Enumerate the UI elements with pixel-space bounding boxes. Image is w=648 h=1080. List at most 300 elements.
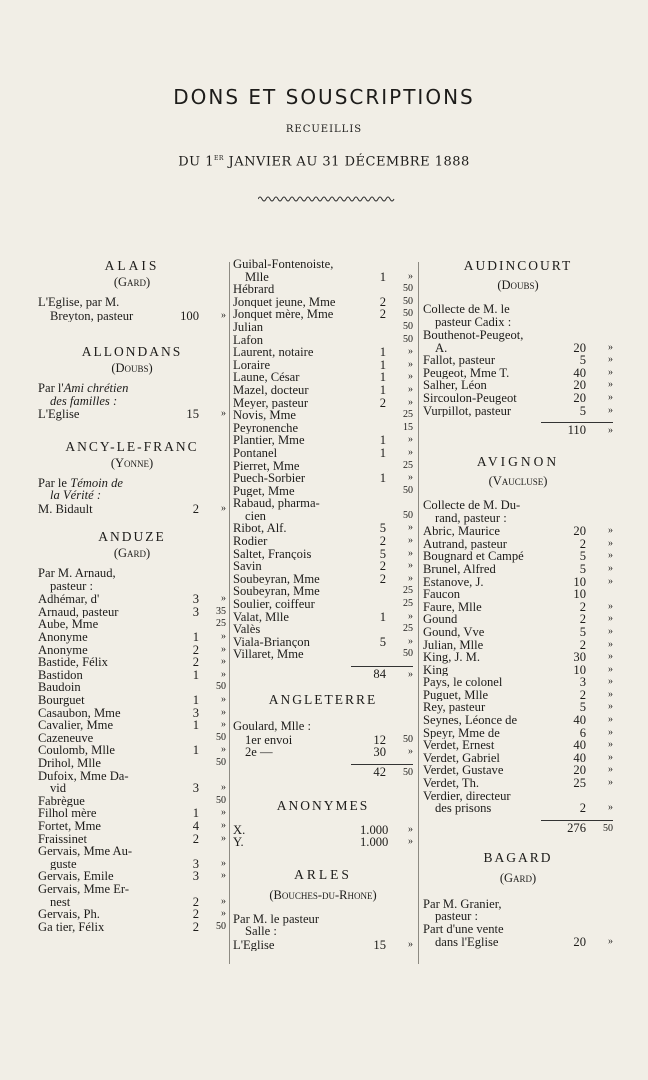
list-item xyxy=(233,585,413,598)
contributor-name: Meyer, pasteur xyxy=(233,396,309,410)
section-avignon xyxy=(423,454,613,836)
amount-francs: 5 xyxy=(579,624,586,639)
list-item xyxy=(38,870,226,883)
list-item xyxy=(233,522,413,535)
contributor-name: Abric, Maurice xyxy=(423,525,500,538)
contributor-name: Novis, Mme xyxy=(233,409,296,422)
amount-francs: 5 xyxy=(579,353,586,368)
amount-centimes: 50 xyxy=(403,648,413,660)
contributor-name: Valat, Mlle xyxy=(233,610,289,624)
list-item xyxy=(423,777,613,790)
contributor-name: Peugeot, Mme T. xyxy=(423,366,510,380)
amount-centimes: » xyxy=(608,379,613,391)
amount-centimes: » xyxy=(608,701,613,713)
amount-centimes: » xyxy=(408,635,413,647)
list-item xyxy=(233,548,413,561)
list-item xyxy=(38,757,226,770)
amount-francs: 3 xyxy=(192,869,199,884)
list-item xyxy=(233,434,413,447)
list-item: M. Bidault 2 » xyxy=(38,501,226,516)
contributor-name: Estanove, J. xyxy=(423,575,484,589)
list-item xyxy=(233,510,413,523)
contributor-name: Mazel, docteur xyxy=(233,383,309,397)
section-title: ANDUZE xyxy=(98,529,166,545)
contributor-name: Viala-Briançon xyxy=(233,635,310,649)
section-region: (Gard) xyxy=(113,275,151,289)
contributor-name: Mlle xyxy=(245,270,269,284)
amount-francs xyxy=(360,598,386,611)
section-ancy-le-franc xyxy=(38,439,226,516)
amount-centimes: » xyxy=(221,593,226,605)
amount-centimes xyxy=(586,790,613,803)
contributor-name: Puget, Mme xyxy=(233,484,295,498)
contributor-name: Gervais, Emile xyxy=(38,870,114,883)
list-item xyxy=(38,833,226,846)
amount-francs: 2 xyxy=(579,599,586,614)
amount-francs: 25 xyxy=(573,776,586,791)
list-item xyxy=(233,308,413,321)
list-item xyxy=(233,836,413,849)
amount-francs: 5 xyxy=(579,403,586,418)
contributor-name: Loraire xyxy=(233,358,271,372)
list-item xyxy=(233,384,413,397)
section-title: ANGLETERRE xyxy=(268,692,378,707)
list-item xyxy=(233,397,413,410)
amount-centimes: » xyxy=(221,807,226,819)
amount-francs: 30 xyxy=(573,650,586,665)
amount-centimes: » xyxy=(408,270,413,282)
amount-francs xyxy=(360,409,386,422)
contributor-name: Casaubon, Mme xyxy=(38,706,121,720)
column-middle xyxy=(233,258,413,951)
amount-centimes: » xyxy=(221,668,226,680)
amount-centimes: » xyxy=(408,572,413,584)
amount-centimes: » xyxy=(221,643,226,655)
section-audincourt xyxy=(423,258,613,438)
amount-francs: 3 xyxy=(192,856,199,871)
list-item xyxy=(233,611,413,624)
amount-centimes: 50 xyxy=(403,308,413,320)
section-intro: L'Eglise, par M. xyxy=(38,295,120,309)
amount-francs: 2 xyxy=(579,612,586,627)
amount-francs: 1 xyxy=(379,433,386,448)
contributor-name: King xyxy=(423,663,449,677)
contributor-name: Bastidon xyxy=(38,668,83,682)
amount-francs: 1 xyxy=(192,718,199,733)
amount-centimes: 50 xyxy=(403,333,413,345)
list-item xyxy=(233,359,413,372)
contributor-name: Verdier, directeur xyxy=(423,789,511,803)
amount-centimes: » xyxy=(408,560,413,572)
list-item xyxy=(233,346,413,359)
amount-centimes: 25 xyxy=(403,409,413,421)
section-allondans xyxy=(38,344,226,421)
contributor-name: Anonyme xyxy=(38,631,88,644)
contributor-name: Coulomb, Mlle xyxy=(38,744,115,757)
amount-francs xyxy=(360,321,386,334)
contributor-name: Laune, César xyxy=(233,371,300,384)
amount-centimes: » xyxy=(608,688,613,700)
contributor-name: Baudoin xyxy=(38,681,81,695)
amount-centimes: » xyxy=(221,656,226,668)
list-item xyxy=(38,782,226,795)
list-item xyxy=(423,651,613,664)
amount-francs: 3 xyxy=(192,604,199,619)
amount-centimes: » xyxy=(408,836,413,848)
amount-francs: 5 xyxy=(379,521,386,536)
contributor-name: Verdet, Gustave xyxy=(423,764,504,778)
amount-centimes: » xyxy=(608,739,613,751)
list-item: dans l'Eglise 20 » xyxy=(435,935,613,950)
contributor-list xyxy=(233,824,413,849)
contributor-name: Guibal-Fontenoiste, xyxy=(233,258,334,271)
amount-centimes xyxy=(386,258,413,271)
column-divider xyxy=(418,262,419,964)
amount-francs: 2 xyxy=(379,559,386,574)
amount-centimes: » xyxy=(608,525,613,537)
section-region: (Doubs) xyxy=(111,361,153,376)
amount-centimes: » xyxy=(608,714,613,726)
amount-francs: 40 xyxy=(573,365,586,380)
amount-francs: 5 xyxy=(379,634,386,649)
amount-francs: 1 xyxy=(192,630,199,645)
section-intro: Collecte de M. le pasteur Cadix : xyxy=(423,302,512,329)
contributor-name: Puech-Sorbier xyxy=(233,472,306,485)
amount-centimes: » xyxy=(408,547,413,559)
date-range: DU 1er JANVIER AU 31 DÉCEMBRE 1888 xyxy=(178,153,470,170)
section-region: (Vaucluse) xyxy=(488,474,548,489)
list-item xyxy=(233,472,413,485)
amount-centimes: » xyxy=(408,522,413,534)
amount-francs: 1 xyxy=(379,382,386,397)
amount-centimes: » xyxy=(221,631,226,643)
amount-francs xyxy=(360,497,386,510)
section-title: AVIGNON xyxy=(476,454,560,470)
section-intro: Par M. le pasteur Salle : xyxy=(233,911,320,939)
section-angleterre xyxy=(233,692,413,780)
contributor-name: guste xyxy=(50,857,77,871)
amount-francs: 2 xyxy=(192,919,199,934)
amount-francs: 20 xyxy=(573,378,586,393)
amount-francs xyxy=(173,845,199,858)
amount-centimes: » xyxy=(608,366,613,378)
amount-centimes: » xyxy=(608,550,613,562)
contributor-name: Verdet, Th. xyxy=(423,777,480,790)
amount-centimes: » xyxy=(408,610,413,622)
amount-francs: 12 xyxy=(373,732,386,747)
list-item xyxy=(233,623,413,636)
amount-francs: 6 xyxy=(579,725,586,740)
amount-centimes: » xyxy=(408,823,413,835)
amount-centimes: » xyxy=(221,895,226,907)
amount-francs: 40 xyxy=(573,750,586,765)
contributor-name: Saltet, François xyxy=(233,547,312,561)
list-item xyxy=(38,845,226,858)
amount-francs: 1.000 xyxy=(360,835,389,850)
amount-francs: 2 xyxy=(579,637,586,652)
list-item xyxy=(423,329,613,342)
amount-francs: 1 xyxy=(192,806,199,821)
amount-francs xyxy=(360,485,386,498)
list-item xyxy=(233,746,413,759)
amount-francs: 10 xyxy=(573,662,586,677)
contributor-name: Anonyme xyxy=(38,643,88,657)
contributor-name: X. xyxy=(233,823,246,837)
contributor-name: Bougnard et Campé xyxy=(423,550,524,563)
contributor-name: Hébrard xyxy=(233,283,275,296)
contributor-list xyxy=(233,734,413,759)
amount-centimes: 50 xyxy=(403,295,413,307)
contributor-name: Y. xyxy=(233,836,244,849)
section-anduze xyxy=(38,529,226,933)
amount-francs: 2 xyxy=(579,536,586,551)
contributor-name: Ribot, Alf. xyxy=(233,522,287,536)
section-title: ALAIS xyxy=(104,258,160,273)
amount-centimes xyxy=(199,770,226,783)
amount-francs: 3 xyxy=(192,592,199,607)
amount-centimes: » xyxy=(408,472,413,484)
amount-centimes: » xyxy=(608,391,613,403)
amount-centimes: » xyxy=(608,354,613,366)
contributor-name: Bastide, Félix xyxy=(38,656,108,669)
amount-francs xyxy=(360,648,386,661)
contributor-name: Gervais, Mme Au- xyxy=(38,845,133,858)
list-item xyxy=(38,921,226,934)
column-left xyxy=(38,258,226,933)
amount-francs: 20 xyxy=(573,524,586,539)
list-item xyxy=(38,593,226,606)
contributor-name: 1er envoi xyxy=(245,733,293,747)
list-item xyxy=(423,563,613,576)
section-arles xyxy=(233,867,413,952)
amount-centimes: 25 xyxy=(403,623,413,635)
amount-centimes: 25 xyxy=(403,585,413,597)
section-region: (Gard) xyxy=(113,546,151,561)
amount-centimes xyxy=(586,588,613,601)
amount-francs xyxy=(360,585,386,598)
contributor-name: Filhol mère xyxy=(38,807,97,820)
contributor-list xyxy=(38,593,226,933)
amount-francs: 20 xyxy=(573,763,586,778)
contributor-name: Jonquet mère, Mme xyxy=(233,308,334,321)
contributor-name: Vurpillot, pasteur xyxy=(423,404,512,418)
contributor-name: Gound, Vve xyxy=(423,625,485,639)
amount-centimes: » xyxy=(608,625,613,637)
amount-centimes: » xyxy=(221,694,226,706)
amount-centimes: » xyxy=(608,638,613,650)
section-total: 84 » xyxy=(373,667,413,681)
amount-centimes: » xyxy=(221,870,226,882)
list-item xyxy=(38,631,226,644)
list-item xyxy=(233,271,413,284)
amount-centimes: » xyxy=(608,777,613,789)
amount-centimes: » xyxy=(221,706,226,718)
amount-francs: 5 xyxy=(579,700,586,715)
list-item xyxy=(233,734,413,747)
contributor-name: Gervais, Ph. xyxy=(38,908,100,921)
contributor-name: A. xyxy=(435,341,448,355)
list-item xyxy=(233,535,413,548)
contributor-name: King, J. M. xyxy=(423,651,481,664)
list-item: L'Eglise 15 » xyxy=(233,937,413,952)
contributor-name: 2e — xyxy=(245,746,273,759)
contributor-name: Villaret, Mme xyxy=(233,648,304,661)
list-item xyxy=(423,525,613,538)
column-divider xyxy=(229,262,230,964)
section-intro: Par le Témoin de la Vérité : xyxy=(38,475,124,503)
contributor-name: Bourguet xyxy=(38,694,85,707)
amount-centimes: » xyxy=(608,676,613,688)
amount-francs: 2 xyxy=(192,642,199,657)
contributor-name: Julian xyxy=(233,320,264,334)
amount-centimes: 15 xyxy=(403,421,413,433)
list-item xyxy=(233,283,413,296)
list-item: Breyton, pasteur 100 » xyxy=(50,308,226,323)
amount-francs: 3 xyxy=(192,705,199,720)
amount-centimes xyxy=(386,497,413,510)
contributor-name: Laurent, notaire xyxy=(233,346,314,359)
section-region: (Doubs) xyxy=(497,278,539,292)
section-bagard xyxy=(423,850,613,949)
contributor-name: Lafon xyxy=(233,333,264,347)
list-item xyxy=(38,908,226,921)
contributor-name: Pierret, Mme xyxy=(233,459,300,473)
contributor-name: Adhémar, d' xyxy=(38,593,100,606)
ornament-divider xyxy=(258,195,396,203)
section-region: (Yonne) xyxy=(110,455,154,470)
amount-centimes: 50 xyxy=(403,283,413,295)
amount-francs: 2 xyxy=(192,831,199,846)
amount-centimes: » xyxy=(608,600,613,612)
amount-francs: 2 xyxy=(379,307,386,322)
amount-francs: 2 xyxy=(379,534,386,549)
list-item xyxy=(423,392,613,405)
amount-francs: 1 xyxy=(192,667,199,682)
amount-francs: 10 xyxy=(573,574,586,589)
section-region: (Gard) xyxy=(499,870,537,885)
page-title: DONS ET SOUSCRIPTIONS xyxy=(173,85,475,109)
contributor-name: Ga tier, Félix xyxy=(38,920,105,934)
amount-centimes: » xyxy=(408,396,413,408)
amount-centimes: » xyxy=(408,446,413,458)
list-item xyxy=(423,354,613,367)
amount-francs: 40 xyxy=(573,738,586,753)
contributor-list xyxy=(423,329,613,417)
contributor-name: Valès xyxy=(233,623,261,636)
list-item xyxy=(38,606,226,619)
contributor-name: Fallot, pasteur xyxy=(423,354,496,367)
amount-centimes: 50 xyxy=(216,681,226,693)
amount-francs: 5 xyxy=(379,546,386,561)
amount-centimes: 25 xyxy=(403,598,413,610)
section-intro: Goulard, Mlle : xyxy=(233,719,311,733)
amount-centimes: » xyxy=(408,346,413,358)
amount-centimes: » xyxy=(608,764,613,776)
amount-francs: 1 xyxy=(379,609,386,624)
contributor-name: Puguet, Mlle xyxy=(423,688,489,702)
contributor-name: Dufoix, Mme Da- xyxy=(38,769,129,783)
amount-centimes: 50 xyxy=(216,794,226,806)
contributor-name: Verdet, Gabriel xyxy=(423,751,500,765)
amount-centimes: 50 xyxy=(216,731,226,743)
amount-francs: 2 xyxy=(579,801,586,816)
contributor-name: Fabrègue xyxy=(38,794,85,808)
amount-francs: 1 xyxy=(192,743,199,758)
amount-centimes: » xyxy=(608,562,613,574)
amount-centimes: 50 xyxy=(403,320,413,332)
amount-francs: 30 xyxy=(373,745,386,760)
list-item xyxy=(233,409,413,422)
amount-centimes: 35 xyxy=(216,605,226,617)
list-item xyxy=(423,626,613,639)
amount-francs xyxy=(360,283,386,296)
section-total: 42 50 xyxy=(373,764,413,779)
amount-francs: 1 xyxy=(379,345,386,360)
amount-centimes: » xyxy=(608,802,613,814)
list-item: L'Eglise 15 » xyxy=(38,407,226,422)
amount-centimes xyxy=(199,883,226,896)
amount-centimes: » xyxy=(608,751,613,763)
list-item xyxy=(233,296,413,309)
amount-francs: 2 xyxy=(192,655,199,670)
list-item xyxy=(233,598,413,611)
amount-centimes: » xyxy=(221,908,226,920)
list-item xyxy=(233,321,413,334)
contributor-name: Gound xyxy=(423,613,458,626)
section-title: ANCY-LE-FRANC xyxy=(65,438,199,454)
contributor-name: Julian, Mlle xyxy=(423,638,484,652)
contributor-name: Drihol, Mlle xyxy=(38,757,101,770)
amount-francs: 1 xyxy=(192,693,199,708)
contributor-name: Brunel, Alfred xyxy=(423,562,496,576)
section-total: 110 » xyxy=(567,423,613,438)
amount-centimes: » xyxy=(408,746,413,758)
list-item xyxy=(233,636,413,649)
amount-centimes: 50 xyxy=(403,484,413,496)
list-item xyxy=(233,460,413,473)
contributor-name: Jonquet jeune, Mme xyxy=(233,295,336,309)
contributor-name: Soulier, coiffeur xyxy=(233,598,315,611)
contributor-name: Faucon xyxy=(423,588,461,601)
contributor-name: Salher, Léon xyxy=(423,379,487,392)
list-item xyxy=(38,883,226,896)
section-title: ALLONDANS xyxy=(81,344,183,360)
amount-centimes: 25 xyxy=(403,459,413,471)
amount-centimes xyxy=(586,329,613,342)
contributor-name: Aube, Mme xyxy=(38,618,99,632)
contributor-name: Seynes, Léonce de xyxy=(423,714,518,727)
amount-centimes: » xyxy=(221,719,226,731)
amount-francs: 2 xyxy=(379,294,386,309)
amount-centimes: » xyxy=(221,782,226,794)
section-intro: Par M. Arnaud, pasteur : xyxy=(38,566,116,593)
list-item xyxy=(233,560,413,573)
amount-francs: 1 xyxy=(379,269,386,284)
list-item xyxy=(233,497,413,510)
amount-centimes: 50 xyxy=(216,920,226,932)
amount-francs: 2 xyxy=(192,894,199,909)
section-alais xyxy=(38,258,226,322)
amount-francs: 2 xyxy=(192,907,199,922)
contributor-name: Rabaud, pharma- xyxy=(233,497,320,510)
amount-francs: 1 xyxy=(379,471,386,486)
section-title: BAGARD xyxy=(483,849,553,865)
amount-centimes: » xyxy=(221,819,226,831)
list-item xyxy=(423,714,613,727)
list-item xyxy=(423,739,613,752)
amount-francs: 1 xyxy=(379,357,386,372)
contributor-name: Savin xyxy=(233,560,262,573)
